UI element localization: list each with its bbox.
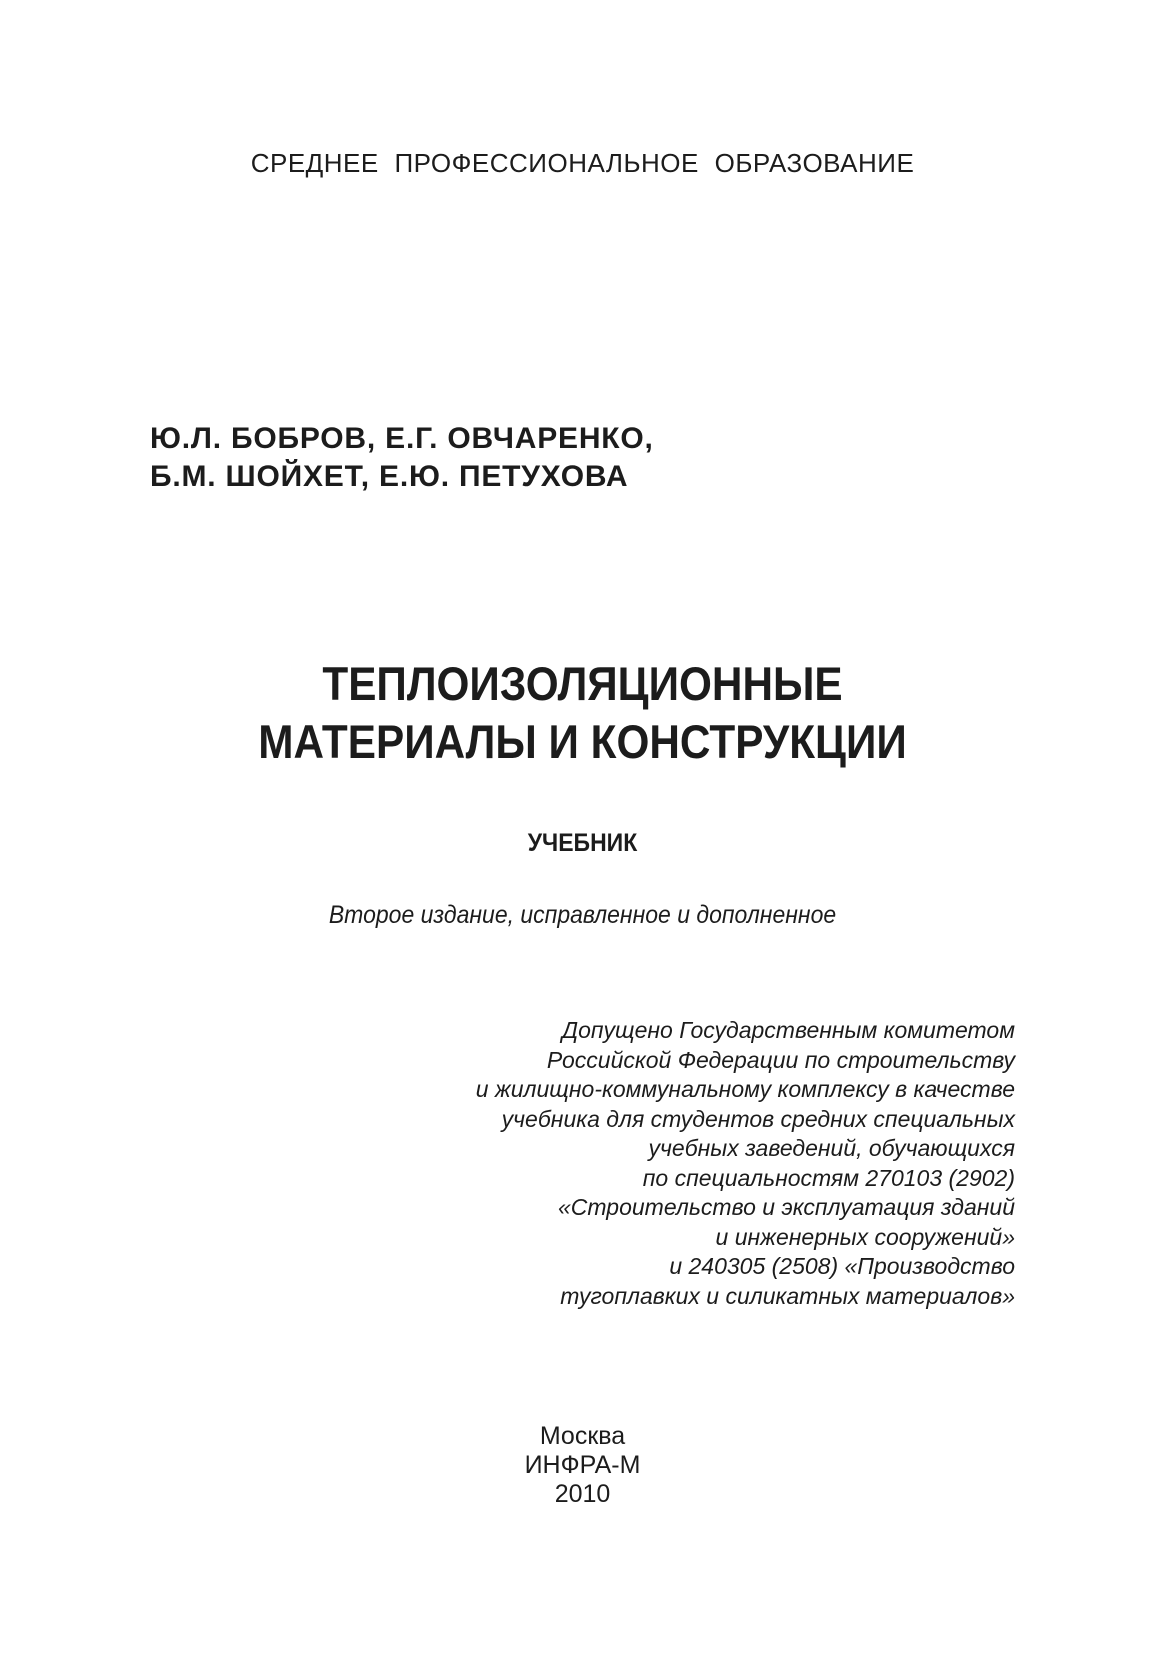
series-name: СРЕДНЕЕ ПРОФЕССИОНАЛЬНОЕ ОБРАЗОВАНИЕ (250, 148, 915, 178)
approval-line: учебника для студентов средних специальных (501, 1105, 1015, 1132)
book-title (58, 655, 1107, 771)
authors-line: Ю.Л. БОБРОВ, Е.Г. ОВЧАРЕНКО, (150, 422, 654, 455)
approval-line: Допущено Государственным комитетом (561, 1017, 1015, 1043)
book-title-line: МАТЕРИАЛЫ И КОНСТРУКЦИИ (258, 715, 907, 768)
authors-line: Б.М. ШОЙХЕТ, Е.Ю. ПЕТУХОВА (150, 460, 629, 493)
book-kind: УЧЕБНИК (527, 829, 638, 857)
imprint-publisher: ИНФРА-М (524, 1451, 641, 1479)
edition-note: Второе издание, исправленное и дополненное (328, 901, 837, 929)
approval-line: по специальностям 270103 (2902) (642, 1164, 1015, 1191)
approval-statement (476, 1016, 1015, 1311)
book-title-line: ТЕПЛОИЗОЛЯЦИОННЫЕ (322, 657, 843, 710)
imprint (0, 1422, 1165, 1509)
approval-line: Российской Федерации по строительству (546, 1046, 1015, 1073)
imprint-year: 2010 (554, 1480, 611, 1508)
approval-line: учебных заведений, обучающихся (648, 1135, 1015, 1161)
imprint-city: Москва (539, 1422, 626, 1450)
approval-line: тугоплавких и силикатных материалов» (560, 1282, 1015, 1309)
approval-line: и жилищно-коммунальному комплексу в качестве (475, 1076, 1015, 1102)
approval-line: и 240305 (2508) «Производство (669, 1253, 1015, 1279)
approval-line: и инженерных сооружений» (715, 1223, 1015, 1250)
authors (150, 420, 654, 496)
approval-line: «Строительство и эксплуатация зданий (557, 1194, 1015, 1220)
